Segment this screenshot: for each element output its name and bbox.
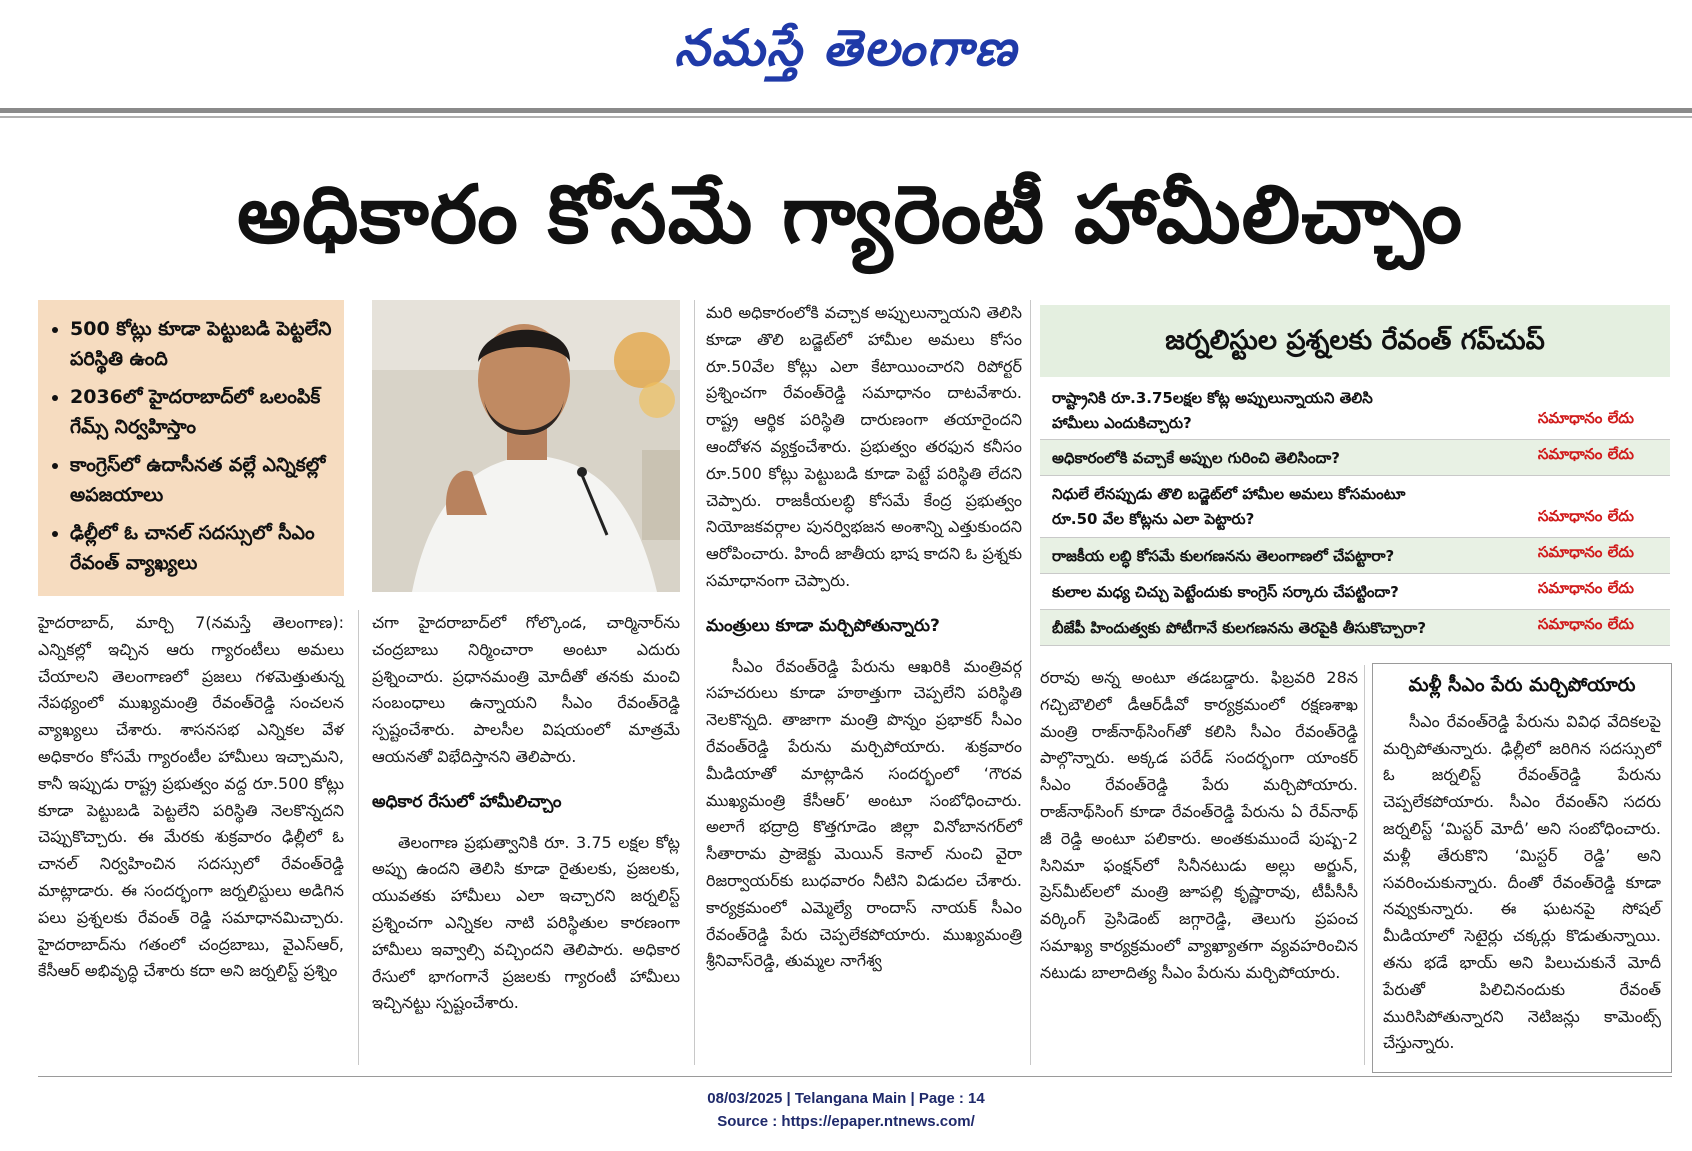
column-divider: [1030, 300, 1031, 1065]
qa-row: [1040, 574, 1670, 610]
masthead-rule-thin: [0, 116, 1692, 118]
column-2-paragraph-2: తెలంగాణ ప్రభుత్వానికి రూ. 3.75 లక్షల కోట్ల అప్పు ఉందని తెలిసి కూడా రైతులకు, ప్రజలకు, యువతకు హామీలు ఎలా ఇచ్చారని జర్నలిస్ట్ ప్రశ్నించగా ఎన్నికల నాటి పరిస్థితుల కారణంగా హామీలు ఇవ్వాల్సి వచ్చిందని తెలిపారు. అధికార రేసులో భాగంగానే ప్రజలకు గ్యారంటీ హామీలు ఇచ్చినట్టు స్పష్టంచేశారు.: [372, 832, 680, 1013]
qa-answer: సమాధానం లేదు: [1537, 579, 1634, 597]
newspaper-masthead: నమస్తే తెలంగాణ: [674, 19, 1018, 77]
highlights-box: [38, 300, 344, 596]
qa-answer: సమాధానం లేదు: [1537, 507, 1634, 525]
sidebox-paragraph: సీఎం రేవంత్‌రెడ్డి పేరును వివిధ వేదికలపై మర్చిపోతున్నారు. ఢిల్లీలో జరిగిన సదస్సులో ఓ జర్నలిస్ట్ రేవంత్‌రెడ్డి పేరును చెప్పలేకపోయారు. సీఎం రేవంత్‌ని సదరు జర్నలిస్ట్ ‘మిస్టర్ మోదీ’ అని సంబోధించారు. మళ్లీ తేరుకొని ‘మిస్టర్ రెడ్డి’ అని సవరించుకున్నారు. దీంతో రేవంత్‌రెడ్డి కూడా నవ్వుకున్నారు. ఈ ఘటనపై సోషల్ మీడియాలో సెటైర్లు చక్కర్లు కొడుతున్నాయి. తను భడే భాయ్ అని పిలుచుకునే మోదీ పేరుతో పిలిచినందుకు రేవంత్ మురిసిపోతున్నారని నెటిజన్లు కామెంట్స్ చేస్తున్నారు.: [1383, 711, 1661, 1053]
column-3-paragraph-2: సీఎం రేవంత్‌రెడ్డి పేరును ఆఖరికి మంత్రివర్గ సహచరులు కూడా హఠాత్తుగా చెప్పలేని పరిస్థితి నెలకొన్నది. తాజాగా మంత్రి పొన్నం ప్రభాకర్ సీఎం రేవంత్‌రెడ్డి పేరును మర్చిపోయారు. శుక్రవారం మీడియాతో మాట్లాడిన సందర్భంలో ‘గౌరవ ముఖ్యమంత్రి కేసీఆర్’ అంటూ సంబోధించారు. అలాగే భద్రాద్రి కొత్తగూడెం జిల్లా వినోబానగర్‌లో సీతారామ ప్రాజెక్టు మెయిన్ కెనాల్ నుంచి వైరా రిజర్వాయర్‌కు బుధవారం నీటిని విడుదల చేశారు. కార్యక్రమంలో ఎమ్మెల్యే రాందాస్ నాయక్ సీఎం రేవంత్‌రెడ్డి పేరు చెప్పలేకపోయారు. ముఖ్యమంత్రి శ్రీనివాస్‌రెడ్డి, తుమ్మల నాగేశ్వ: [706, 656, 1022, 971]
qa-row: [1040, 476, 1670, 538]
page-bottom-rule: [38, 1076, 1672, 1077]
qa-question: బీజేపీ హిందుత్వకు పోటీగానే కులగణనను తెరపైకి తీసుకొచ్చారా?: [1052, 619, 1427, 637]
person-photo-illustration: [372, 300, 680, 592]
column-divider: [1364, 665, 1365, 1065]
qa-question: రాజకీయ లబ్ధి కోసమే కులగణనను తెలంగాణలో చేపట్టారా?: [1052, 547, 1395, 565]
column-2-paragraph: చగా హైదరాబాద్‌లో గోల్కొండ, చార్మినార్‌ను చంద్రబాబు నిర్మించారా అంటూ ఎదురు ప్రశ్నించారు. ప్రధానమంత్రి మోదీతో తనకు మంచి సంబంధాలు ఉన్నాయని సీఎం రేవంత్‌రెడ్డి స్పష్టంచేశారు. పాలసీల విషయంలో మాత్రమే ఆయనతో విభేదిస్తానని తెలిపారు.: [372, 613, 680, 766]
qa-question: రాష్ట్రానికి రూ.3.75లక్షల కోట్ల అప్పులున్నాయని తెలిసి హామీలు ఎందుకిచ్చారు?: [1052, 389, 1373, 432]
column-1-paragraph: హైదరాబాద్, మార్చి 7(నమస్తే తెలంగాణ): ఎన్నికల్లో ఇచ్చిన ఆరు గ్యారంటీలు అమలు చేయాలని తెలంగాణలో ప్రజలు గళమెత్తుతున్న నేపథ్యంలో ముఖ్యమంత్రి రేవంత్‌రెడ్డి సంచలన వ్యాఖ్యలు చేశారు. శాసనసభ ఎన్నికల వేళ అధికారం కోసమే గ్యారంటీల హామీలు ఇచ్చామని, కానీ ఇప్పుడు రాష్ట్ర ప్రభుత్వం వద్ద రూ.500 కోట్లు కూడా పెట్టుబడి పెట్టలేని పరిస్థితి నెలకొన్నదని చెప్పుకొచ్చారు. ఈ మేరకు శుక్రవారం ఢిల్లీలో ఓ చానల్ నిర్వహించిన సదస్సులో రేవంత్‌రెడ్డి మాట్లాడారు. ఈ సందర్భంగా జర్నలిస్టులు అడిగిన పలు ప్రశ్నలకు రేవంత్ రెడ్డి సమాధానమిచ్చారు. హైదరాబాద్‌ను గతంలో చంద్రబాబు, వైఎస్‌ఆర్, కేసీఆర్ అభివృద్ధి చేశారు కదా అని జర్నలిస్ట్ ప్రశ్నిం: [38, 613, 344, 981]
qa-row: [1040, 610, 1670, 646]
highlight-item: • కాంగ్రెస్‌లో ఉదాసీనత వల్లే ఎన్నికల్లో అపజయాలు: [70, 450, 332, 510]
article-column-2: [372, 610, 680, 1017]
qa-answer: సమాధానం లేదు: [1537, 409, 1634, 427]
revanth-reddy-photo: [372, 300, 680, 592]
sidebox-cm-name-forgotten: [1372, 663, 1672, 1073]
highlight-item: • ఢిల్లీలో ఓ చానల్ సదస్సులో సీఎం రేవంత్ వ్యాఖ్యలు: [70, 518, 332, 578]
qa-answer: సమాధానం లేదు: [1537, 615, 1634, 633]
footer-source: Source : https://epaper.ntnews.com/: [717, 1113, 975, 1130]
qa-box-title: జర్నలిస్టుల ప్రశ్నలకు రేవంత్ గప్‌చుప్: [1040, 305, 1670, 377]
qa-question: నిధులే లేనప్పుడు తొలి బడ్జెట్‌లో హామీల అమలు కోసమంటూ రూ.50 వేల కోట్లను ఎలా పెట్టారు?: [1052, 485, 1406, 528]
qa-answer: సమాధానం లేదు: [1537, 543, 1634, 561]
qa-question: కులాల మధ్య చిచ్చు పెట్టేందుకు కాంగ్రెస్ సర్కారు చేపట్టిందా?: [1052, 583, 1399, 601]
qa-answer: సమాధానం లేదు: [1537, 445, 1634, 463]
column-4-paragraph: రరావు అన్న అంటూ తడబడ్డారు. ఫిబ్రవరి 28న గచ్చిబౌలిలో డీఆర్‌డీవో కార్యక్రమంలో రక్షణశాఖ మంత్రి రాజ్‌నాథ్‌సింగ్‌తో కలిసి సీఎం రేవంత్‌రెడ్డి పాల్గొన్నారు. అక్కడ పరేడ్ సందర్భంగా యాంకర్ సీఎం రేవంత్‌రెడ్డి పేరు మర్చిపోయారు. రాజ్‌నాథ్‌సింగ్ కూడా రేవంత్‌రెడ్డి పేరును ఏ రేవ్‌నాథ్ జీ రెడ్డి అంటూ పలికారు. అంతకుముందే పుష్ప-2 సినిమా ఫంక్షన్‌లో సినీనటుడు అల్లు అర్జున్, ప్రెస్‌మీట్‌లలో మంత్రి జూపల్లి కృష్ణారావు, టీపీసీసీ వర్కింగ్ ప్రెసిడెంట్ జగ్గారెడ్డి, తెలుగు ప్రపంచ సమాఖ్య కార్యక్రమంలో వ్యాఖ్యాతగా వ్యవహరించిన నటుడు బాలాదిత్య సీఎం పేరును మర్చిపోయారు.: [1040, 668, 1358, 982]
qa-row: [1040, 440, 1670, 476]
qa-row: [1040, 538, 1670, 574]
qa-question: అధికారంలోకి వచ్చాకే అప్పుల గురించి తెలిసిందా?: [1052, 449, 1340, 467]
column-divider: [358, 610, 359, 1065]
qa-table: [1040, 380, 1670, 646]
article-column-3: [706, 300, 1022, 975]
footer-date-page: 08/03/2025 | Telangana Main | Page : 14: [707, 1090, 985, 1107]
article-headline: అధికారం కోసమే గ్యారెంటీ హామీలిచ్చాం: [236, 168, 1464, 261]
masthead-rule: [0, 108, 1692, 113]
article-column-1: [38, 610, 344, 985]
qa-row: [1040, 380, 1670, 440]
sidebox-title: మళ్లీ సీఎం పేరు మర్చిపోయారు: [1408, 674, 1636, 696]
column-3-paragraph: మరి అధికారంలోకి వచ్చాక అప్పులున్నాయని తెలిసి కూడా తొలి బడ్జెట్‌లో హామీల అమలు కోసం రూ.50వేల కోట్లు ఎలా కేటాయించారని రిపోర్టర్ ప్రశ్నించగా రేవంత్‌రెడ్డి సమాధానం దాటవేశారు. రాష్ట్ర ఆర్థిక పరిస్థితి దారుణంగా తయారైందని ఆందోళన వ్యక్తంచేశారు. ప్రభుత్వం తరఫున కనీసం రూ.500 కోట్లు పెట్టుబడి కూడా పెట్టే పరిస్థితి లేదని చెప్పారు. రాజకీయలబ్ధి కోసమే కేంద్ర ప్రభుత్వం నియోజకవర్గాల పునర్విభజన అంశాన్ని ఎత్తుకుందని ఆరోపించారు. హిందీ జాతీయ భాష కాదని ఓ ప్రశ్నకు సమాధానంగా చెప్పారు.: [706, 303, 1022, 590]
subheading-ministers-forget: మంత్రులు కూడా మర్చిపోతున్నారు?: [706, 615, 940, 636]
article-column-4: [1040, 665, 1358, 987]
highlight-item: • 500 కోట్లు కూడా పెట్టుబడి పెట్టలేని పరిస్థితి ఉంది: [70, 314, 332, 374]
subheading-adhikara-race: అధికార రేసులో హామీలిచ్చాం: [372, 791, 562, 812]
column-divider: [694, 300, 695, 1065]
highlight-item: • 2036లో హైదరాబాద్‌లో ఒలంపిక్ గేమ్స్ నిర్వహిస్తాం: [70, 382, 332, 442]
